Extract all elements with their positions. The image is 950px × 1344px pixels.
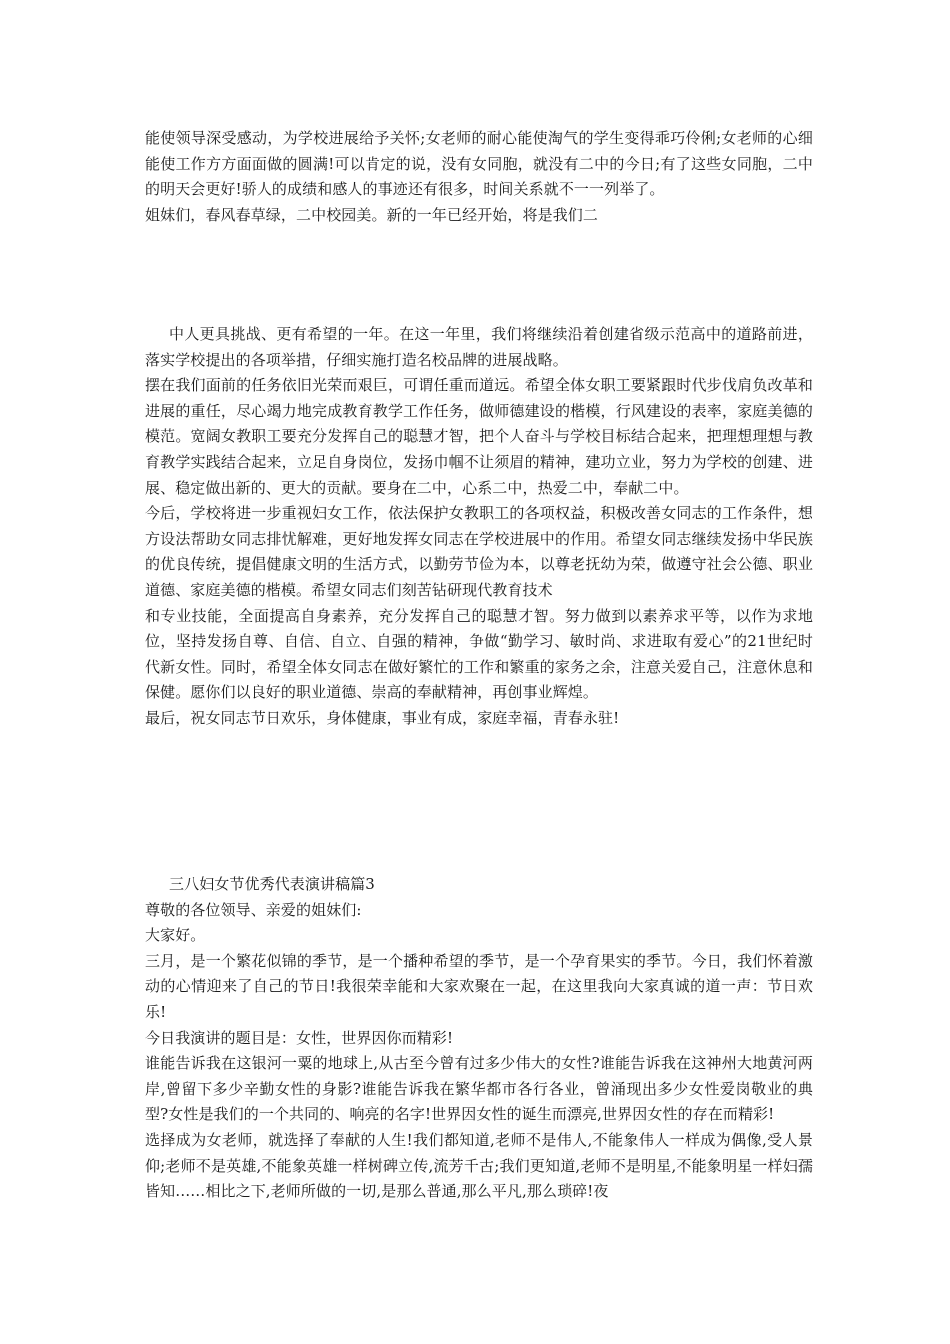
paragraph: 三月，是一个繁花似锦的季节，是一个播种希望的季节，是一个孕育果实的季节。今日，我们怀着激动的心情迎来了自己的节日!我很荣幸能和大家欢聚在一起，在这里我向大家真诚的道一声：节日欢乐! (145, 951, 813, 1021)
section-continuation (145, 126, 813, 228)
paragraph: 最后，祝女同志节日欢乐，身体健康，事业有成，家庭幸福，青春永驻! (145, 708, 620, 727)
speech-topic: 今日我演讲的题目是：女性，世界因你而精彩! (145, 1028, 454, 1047)
greeting: 大家好。 (145, 926, 206, 945)
speech-section-3 (145, 872, 813, 1205)
paragraph: 和专业技能，全面提高自身素养，充分发挥自己的聪慧才智。努力做到以素养求平等，以作为求地位，坚持发扬自尊、自信、自立、自强的精神，争做“勤学习、敏时尚、求进取有爱心”的21世纪时代新女性。同时，希望全体女同志在做好繁忙的工作和繁重的家务之余，注意关爱自己，注意休息和保健。愿你们以良好的职业道德、崇高的奉献精神，再创事业辉煌。 (145, 606, 813, 702)
salutation: 尊敬的各位领导、亲爱的姐妹们: (145, 900, 362, 919)
paragraph: 今后，学校将进一步重视妇女工作，依法保护女教职工的各项权益，积极改善女同志的工作条件，想方设法帮助女同志排忧解难，更好地发挥女同志在学校进展中的作用。希望女同志继续发扬中华民族的优良传统，提倡健康文明的生活方式，以勤劳节俭为本，以尊老抚幼为荣，做遵守社会公德、职业道德、家庭美德的楷模。希望女同志们刻苦钻研现代教育技术 (145, 504, 813, 599)
paragraph: 中人更具挑战、更有希望的一年。在这一年里，我们将继续沿着创建省级示范高中的道路前进，落实学校提出的各项举措，仔细实施打造名校品牌的进展战略。 (145, 325, 813, 369)
paragraph: 姐妹们，春风春草绿，二中校园美。新的一年已经开始，将是我们二 (145, 205, 599, 224)
paragraph: 谁能告诉我在这银河一粟的地球上,从古至今曾有过多少伟大的女性?谁能告诉我在这神州大地黄河两岸,曾留下多少辛勤女性的身影?谁能告诉我在繁华都市各行各业，曾涌现出多少女性爱岗敬业的典型?女性是我们的一个共同的、响亮的名字!世界因女性的诞生而漂亮,世界因女性的存在而精彩! (145, 1054, 813, 1124)
paragraph: 选择成为女老师，就选择了奉献的人生!我们都知道,老师不是伟人,不能象伟人一样成为偶像,受人景仰;老师不是英雄,不能象英雄一样树碑立传,流芳千古;我们更知道,老师不是明星,不能象明星一样妇孺皆知……相比之下,老师所做的一切,是那么普通,那么平凡,那么琐碎!夜 (145, 1130, 813, 1201)
section-title: 三八妇女节优秀代表演讲稿篇3 (169, 875, 375, 893)
paragraph: 能使领导深受感动，为学校进展给予关怀;女老师的耐心能使淘气的学生变得乖巧伶俐;女老师的心细能使工作方方面面做的圆满!可以肯定的说，没有女同胞，就没有二中的今日;有了这些女同胞，二中的明天会更好!骄人的成绩和感人的事迹还有很多，时间关系就不一一列举了。 (145, 129, 813, 199)
paragraph: 摆在我们面前的任务依旧光荣而艰巨，可谓任重而道远。希望全体女职工要紧跟时代步伐肩负改革和进展的重任，尽心竭力地完成教育教学工作任务，做师德建设的楷模，行风建设的表率，家庭美德的模范。宽阔女教职工要充分发挥自己的聪慧才智，把个人奋斗与学校目标结合起来，把理想理想与教育教学实践结合起来，立足自身岗位，发扬巾帼不让须眉的精神，建功立业，努力为学校的创建、进展、稳定做出新的、更大的贡献。要身在二中，心系二中，热爱二中，奉献二中。 (145, 376, 813, 497)
section-body (145, 322, 813, 732)
